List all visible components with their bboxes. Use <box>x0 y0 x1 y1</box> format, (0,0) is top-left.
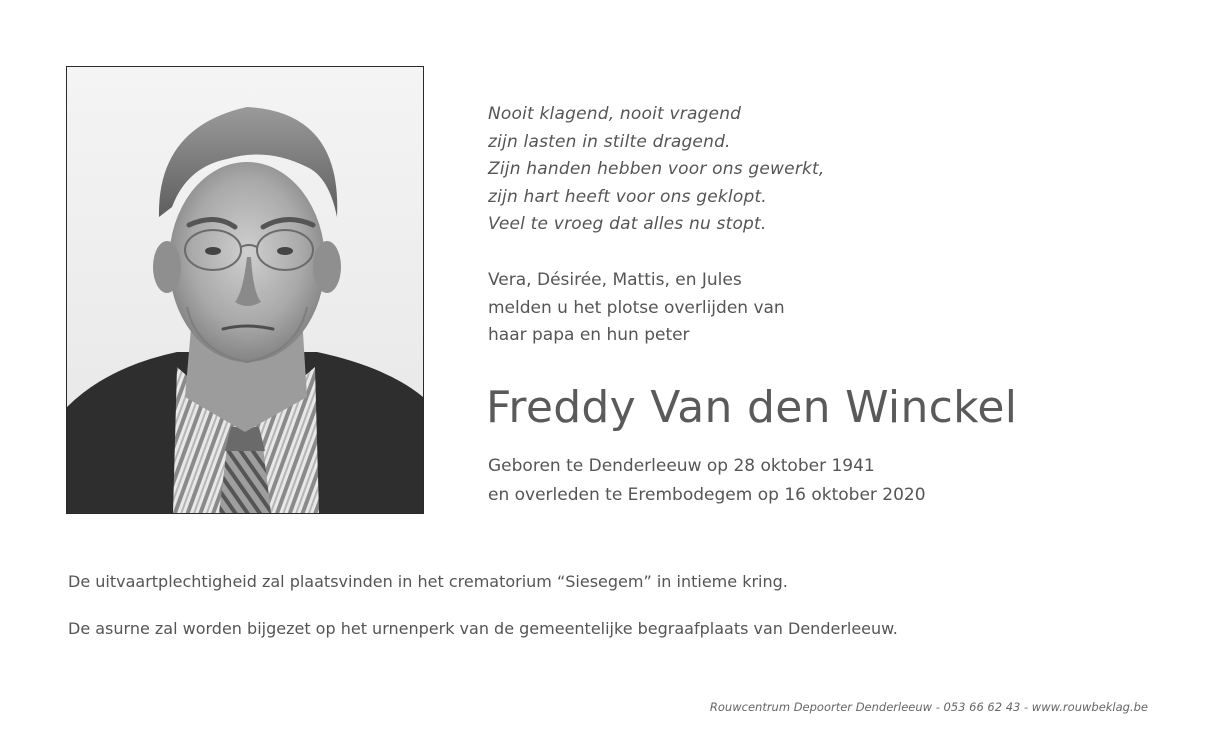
announcement-line: melden u het plotse overlijden van <box>488 297 785 318</box>
family-announcement <box>488 267 785 350</box>
urn-notice: De asurne zal worden bijgezet op het urnenperk van de gemeentelijke begraafplaats van Denderleeuw. <box>68 619 898 638</box>
poem-line: Zijn handen hebben voor ons gewerkt, <box>488 159 825 179</box>
memorial-poem <box>488 101 825 239</box>
funeral-home-credit: Rouwcentrum Depoorter Denderleeuw - 053 66 62 43 - www.rouwbeklag.be <box>709 700 1148 714</box>
poem-line: Veel te vroeg dat alles nu stopt. <box>488 214 767 234</box>
deceased-name: Freddy Van den Winckel <box>486 382 1018 433</box>
poem-line: zijn hart heeft voor ons geklopt. <box>488 186 767 207</box>
birth-line: Geboren te Denderleeuw op 28 oktober 1941 <box>488 456 875 476</box>
portrait-photo <box>66 66 424 514</box>
poem-line: Nooit klagend, nooit vragend <box>488 104 742 124</box>
announcement-line: Vera, Désirée, Mattis, en Jules <box>488 270 742 290</box>
poem-line: zijn lasten in stilte dragend. <box>488 131 731 152</box>
death-line: en overleden te Erembodegem op 16 oktober 2020 <box>488 485 926 505</box>
portrait-illustration <box>67 67 423 513</box>
announcement-line: haar papa en hun peter <box>488 325 690 345</box>
life-dates <box>488 452 926 510</box>
ceremony-notice: De uitvaartplechtigheid zal plaatsvinden in het crematorium “Siesegem” in intieme kring. <box>68 572 788 591</box>
